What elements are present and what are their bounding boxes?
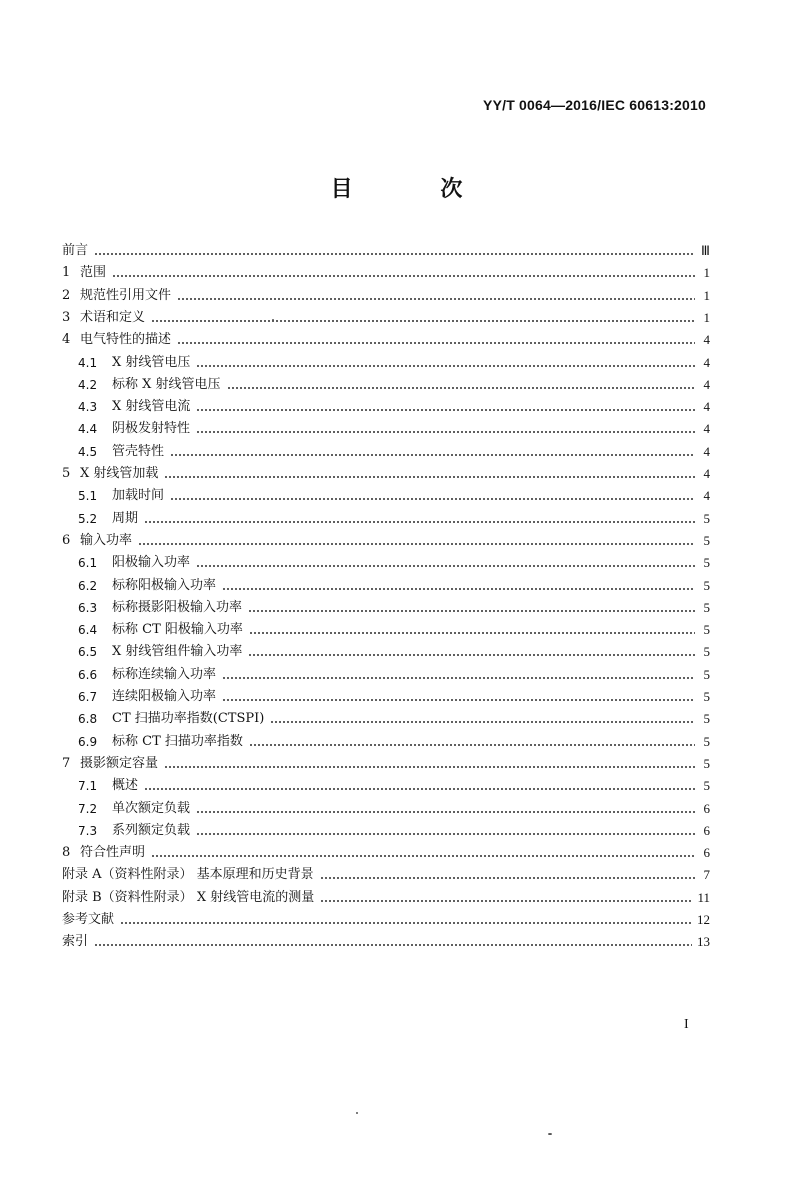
toc-dot-leader [170, 489, 695, 501]
toc-entry-page: 5 [703, 711, 710, 727]
toc-entry-title: 索引 [62, 934, 89, 950]
toc-entry[interactable] [62, 461, 710, 483]
toc-dot-leader [196, 400, 695, 412]
toc-entry-number: 6.3 [78, 600, 98, 615]
toc-entry-number: 4.4 [78, 422, 98, 437]
toc-entry-title: 附录 A（资料性附录） 基本原理和历史背景 [62, 867, 314, 883]
toc-dot-leader [144, 512, 695, 524]
toc-entry-page: 5 [703, 622, 710, 638]
toc-entry-page: 1 [703, 309, 710, 325]
toc-dot-leader [138, 534, 695, 546]
toc-entry-title: 标称 CT 扫描功率指数 [112, 733, 243, 749]
toc-entry-title: 管壳特性 [112, 443, 165, 459]
toc-entry-number: 4 [62, 332, 71, 348]
toc-entry-number: 6.1 [78, 556, 98, 571]
toc-entry-title: 范围 [80, 265, 107, 281]
toc-dot-leader [112, 266, 695, 278]
toc-entry-number: 6.5 [78, 645, 98, 660]
toc-entry-page: 7 [703, 867, 710, 883]
toc-entry-number: 6.7 [78, 690, 98, 704]
toc-entry[interactable] [62, 283, 710, 305]
toc-entry-title: 术语和定义 [80, 309, 146, 325]
toc-entry-title: 加载时间 [112, 488, 165, 504]
toc-entry[interactable] [62, 840, 710, 862]
toc-entry-page: 4 [703, 443, 710, 459]
toc-entry[interactable] [78, 350, 710, 372]
toc-entry-page: 4 [703, 332, 710, 348]
toc-entry-page: Ⅲ [701, 243, 710, 258]
toc-dot-leader [120, 913, 692, 925]
toc-entry[interactable] [78, 796, 710, 818]
toc-dot-leader [94, 935, 692, 947]
toc-entry-title: 阴极发射特性 [112, 421, 191, 437]
toc-entry-title: 概述 [112, 778, 139, 794]
toc-entry-page: 5 [703, 666, 710, 682]
toc-entry-page: 5 [703, 577, 710, 593]
toc-entry[interactable] [62, 305, 710, 327]
toc-entry[interactable] [62, 238, 710, 260]
toc-entry[interactable] [62, 929, 710, 951]
toc-entry-title: CT 扫描功率指数(CTSPI) [112, 711, 265, 727]
toc-dot-leader [270, 712, 695, 724]
toc-entry[interactable] [78, 573, 710, 595]
toc-entry-title: 摄影额定容量 [80, 755, 159, 771]
toc-dot-leader [196, 802, 695, 814]
toc-entry[interactable] [78, 550, 710, 572]
toc-dot-leader [170, 445, 695, 457]
toc-dot-leader [248, 645, 695, 657]
toc-entry-number: 5 [62, 466, 71, 481]
toc-entry-page: 5 [703, 555, 710, 571]
toc-entry-number: 4.2 [78, 377, 98, 392]
toc-entry-page: 12 [697, 912, 710, 927]
toc-entry[interactable] [62, 885, 710, 907]
toc-dot-leader [249, 623, 695, 635]
toc-entry[interactable] [62, 907, 710, 929]
toc-entry-page: 5 [703, 644, 710, 660]
toc-entry-number: 7.3 [78, 823, 98, 838]
toc-entry-title: 标称 CT 阳极输入功率 [112, 622, 243, 638]
toc-entry[interactable] [62, 751, 710, 773]
toc-entry-title: X 射线管电流 [112, 399, 191, 415]
toc-entry-title: X 射线管加载 [80, 466, 159, 481]
toc-entry-title: 参考文献 [62, 912, 115, 927]
toc-entry-number: 1 [62, 265, 71, 281]
toc-entry[interactable] [78, 662, 710, 684]
toc-entry-title: 附录 B（资料性附录） X 射线管电流的测量 [62, 889, 315, 905]
toc-entry-title: X 射线管组件输入功率 [112, 644, 243, 660]
toc-entry[interactable] [78, 639, 710, 661]
toc-entry-number: 5.1 [78, 489, 98, 504]
toc-dot-leader [196, 824, 695, 836]
toc-dot-leader [196, 556, 695, 568]
toc-dot-leader [320, 891, 692, 903]
toc-entry[interactable] [62, 528, 710, 550]
toc-entry-number: 6.6 [78, 667, 98, 682]
toc-entry[interactable] [78, 372, 710, 394]
toc-dot-leader [151, 311, 695, 323]
toc-dot-leader [249, 735, 695, 747]
toc-entry-page: 5 [703, 778, 710, 794]
toc-entry-page: 5 [703, 510, 710, 526]
toc-entry-title: 电气特性的描述 [80, 332, 172, 348]
toc-entry[interactable] [78, 394, 710, 416]
toc-entry-number: 5.2 [78, 511, 98, 526]
toc-entry-number: 7 [62, 755, 71, 771]
toc-dot-leader [177, 289, 695, 301]
toc-entry-number: 4.1 [78, 355, 98, 370]
toc-entry-title: 周期 [112, 510, 139, 526]
toc-entry-title: 前言 [62, 243, 89, 258]
toc-entry[interactable] [78, 818, 710, 840]
toc-entry-number: 6.9 [78, 734, 98, 749]
toc-dot-leader [222, 579, 695, 591]
toc-dot-leader [151, 846, 695, 858]
toc-dot-leader [196, 422, 695, 434]
toc-dot-leader [248, 601, 695, 613]
toc-entry-number: 6.8 [78, 712, 98, 727]
toc-entry-title: 规范性引用文件 [80, 287, 172, 303]
toc-dot-leader [320, 868, 695, 880]
toc-entry-title: 连续阳极输入功率 [112, 689, 217, 704]
toc-entry-number: 6 [62, 532, 71, 548]
toc-entry[interactable] [62, 862, 710, 884]
toc-entry[interactable] [78, 506, 710, 528]
page-title: 目 次 [330, 176, 503, 202]
toc-dot-leader [222, 690, 695, 702]
toc-entry-title: 标称连续输入功率 [112, 666, 217, 682]
toc-entry-page: 6 [703, 822, 710, 838]
toc-entry-number: 4.3 [78, 400, 98, 415]
toc-entry-page: 11 [697, 889, 710, 905]
toc-entry-number: 6.4 [78, 623, 98, 638]
toc-entry[interactable] [62, 327, 710, 349]
toc-entry-page: 5 [703, 755, 710, 771]
toc-entry-page: 6 [703, 800, 710, 816]
toc-entry-page: 5 [703, 689, 710, 704]
toc-entry-title: 单次额定负载 [112, 800, 191, 816]
toc-dot-leader [164, 467, 695, 479]
scan-speck [356, 1112, 358, 1114]
toc-entry-page: 1 [703, 287, 710, 303]
toc-dot-leader [164, 757, 695, 769]
toc-entry-title: 阳极输入功率 [112, 555, 191, 571]
toc-entry-title: 系列额定负载 [112, 822, 191, 838]
toc-entry-number: 4.5 [78, 444, 98, 459]
toc-entry-page: 5 [703, 532, 710, 548]
toc-dot-leader [94, 244, 695, 256]
toc-dot-leader [222, 668, 695, 680]
toc-entry-page: 13 [697, 934, 710, 950]
scan-speck [548, 1133, 552, 1135]
toc-entry[interactable] [78, 617, 710, 639]
toc-entry-number: 6.2 [78, 578, 98, 593]
toc-entry[interactable] [78, 595, 710, 617]
toc-entry-page: 5 [703, 733, 710, 749]
toc-entry-title: 输入功率 [80, 532, 133, 548]
toc-entry-page: 4 [703, 376, 710, 392]
scan-speck [272, 319, 274, 321]
toc-entry-title: 标称摄影阳极输入功率 [112, 599, 243, 615]
toc-entry-title: 标称 X 射线管电压 [112, 376, 221, 392]
toc-entry[interactable] [78, 416, 710, 438]
toc-entry-page: 4 [703, 421, 710, 437]
toc-entry-page: 6 [703, 845, 710, 861]
toc-entry-page: 1 [703, 265, 710, 281]
toc-dot-leader [227, 378, 695, 390]
toc-entry-title: 标称阳极输入功率 [112, 577, 217, 593]
toc-entry-number: 7.2 [78, 801, 98, 816]
toc-entry-number: 2 [62, 287, 71, 303]
toc-entry-number: 8 [62, 845, 71, 861]
toc-entry-page: 5 [703, 599, 710, 615]
toc-entry[interactable] [78, 684, 710, 706]
toc-dot-leader [144, 779, 695, 791]
toc-entry[interactable] [62, 260, 710, 282]
toc-entry-page: 4 [703, 399, 710, 415]
toc-entry-number: 3 [62, 309, 71, 325]
toc-entry-page: 4 [703, 488, 710, 504]
toc-entry-title: 符合性声明 [80, 845, 146, 861]
toc-dot-leader [196, 356, 695, 368]
toc-entry-title: X 射线管电压 [112, 354, 191, 370]
toc-entry[interactable] [78, 773, 710, 795]
toc-entry[interactable] [78, 439, 710, 461]
page-number: I [684, 1017, 689, 1032]
standard-number: YY/T 0064—2016/IEC 60613:2010 [483, 97, 706, 113]
toc-entry-page: 4 [703, 466, 710, 481]
toc-entry[interactable] [78, 729, 710, 751]
toc-dot-leader [177, 333, 695, 345]
toc-entry[interactable] [78, 483, 710, 505]
toc-entry-number: 7.1 [78, 779, 98, 794]
toc-entry[interactable] [78, 706, 710, 728]
toc-entry-page: 4 [703, 354, 710, 370]
